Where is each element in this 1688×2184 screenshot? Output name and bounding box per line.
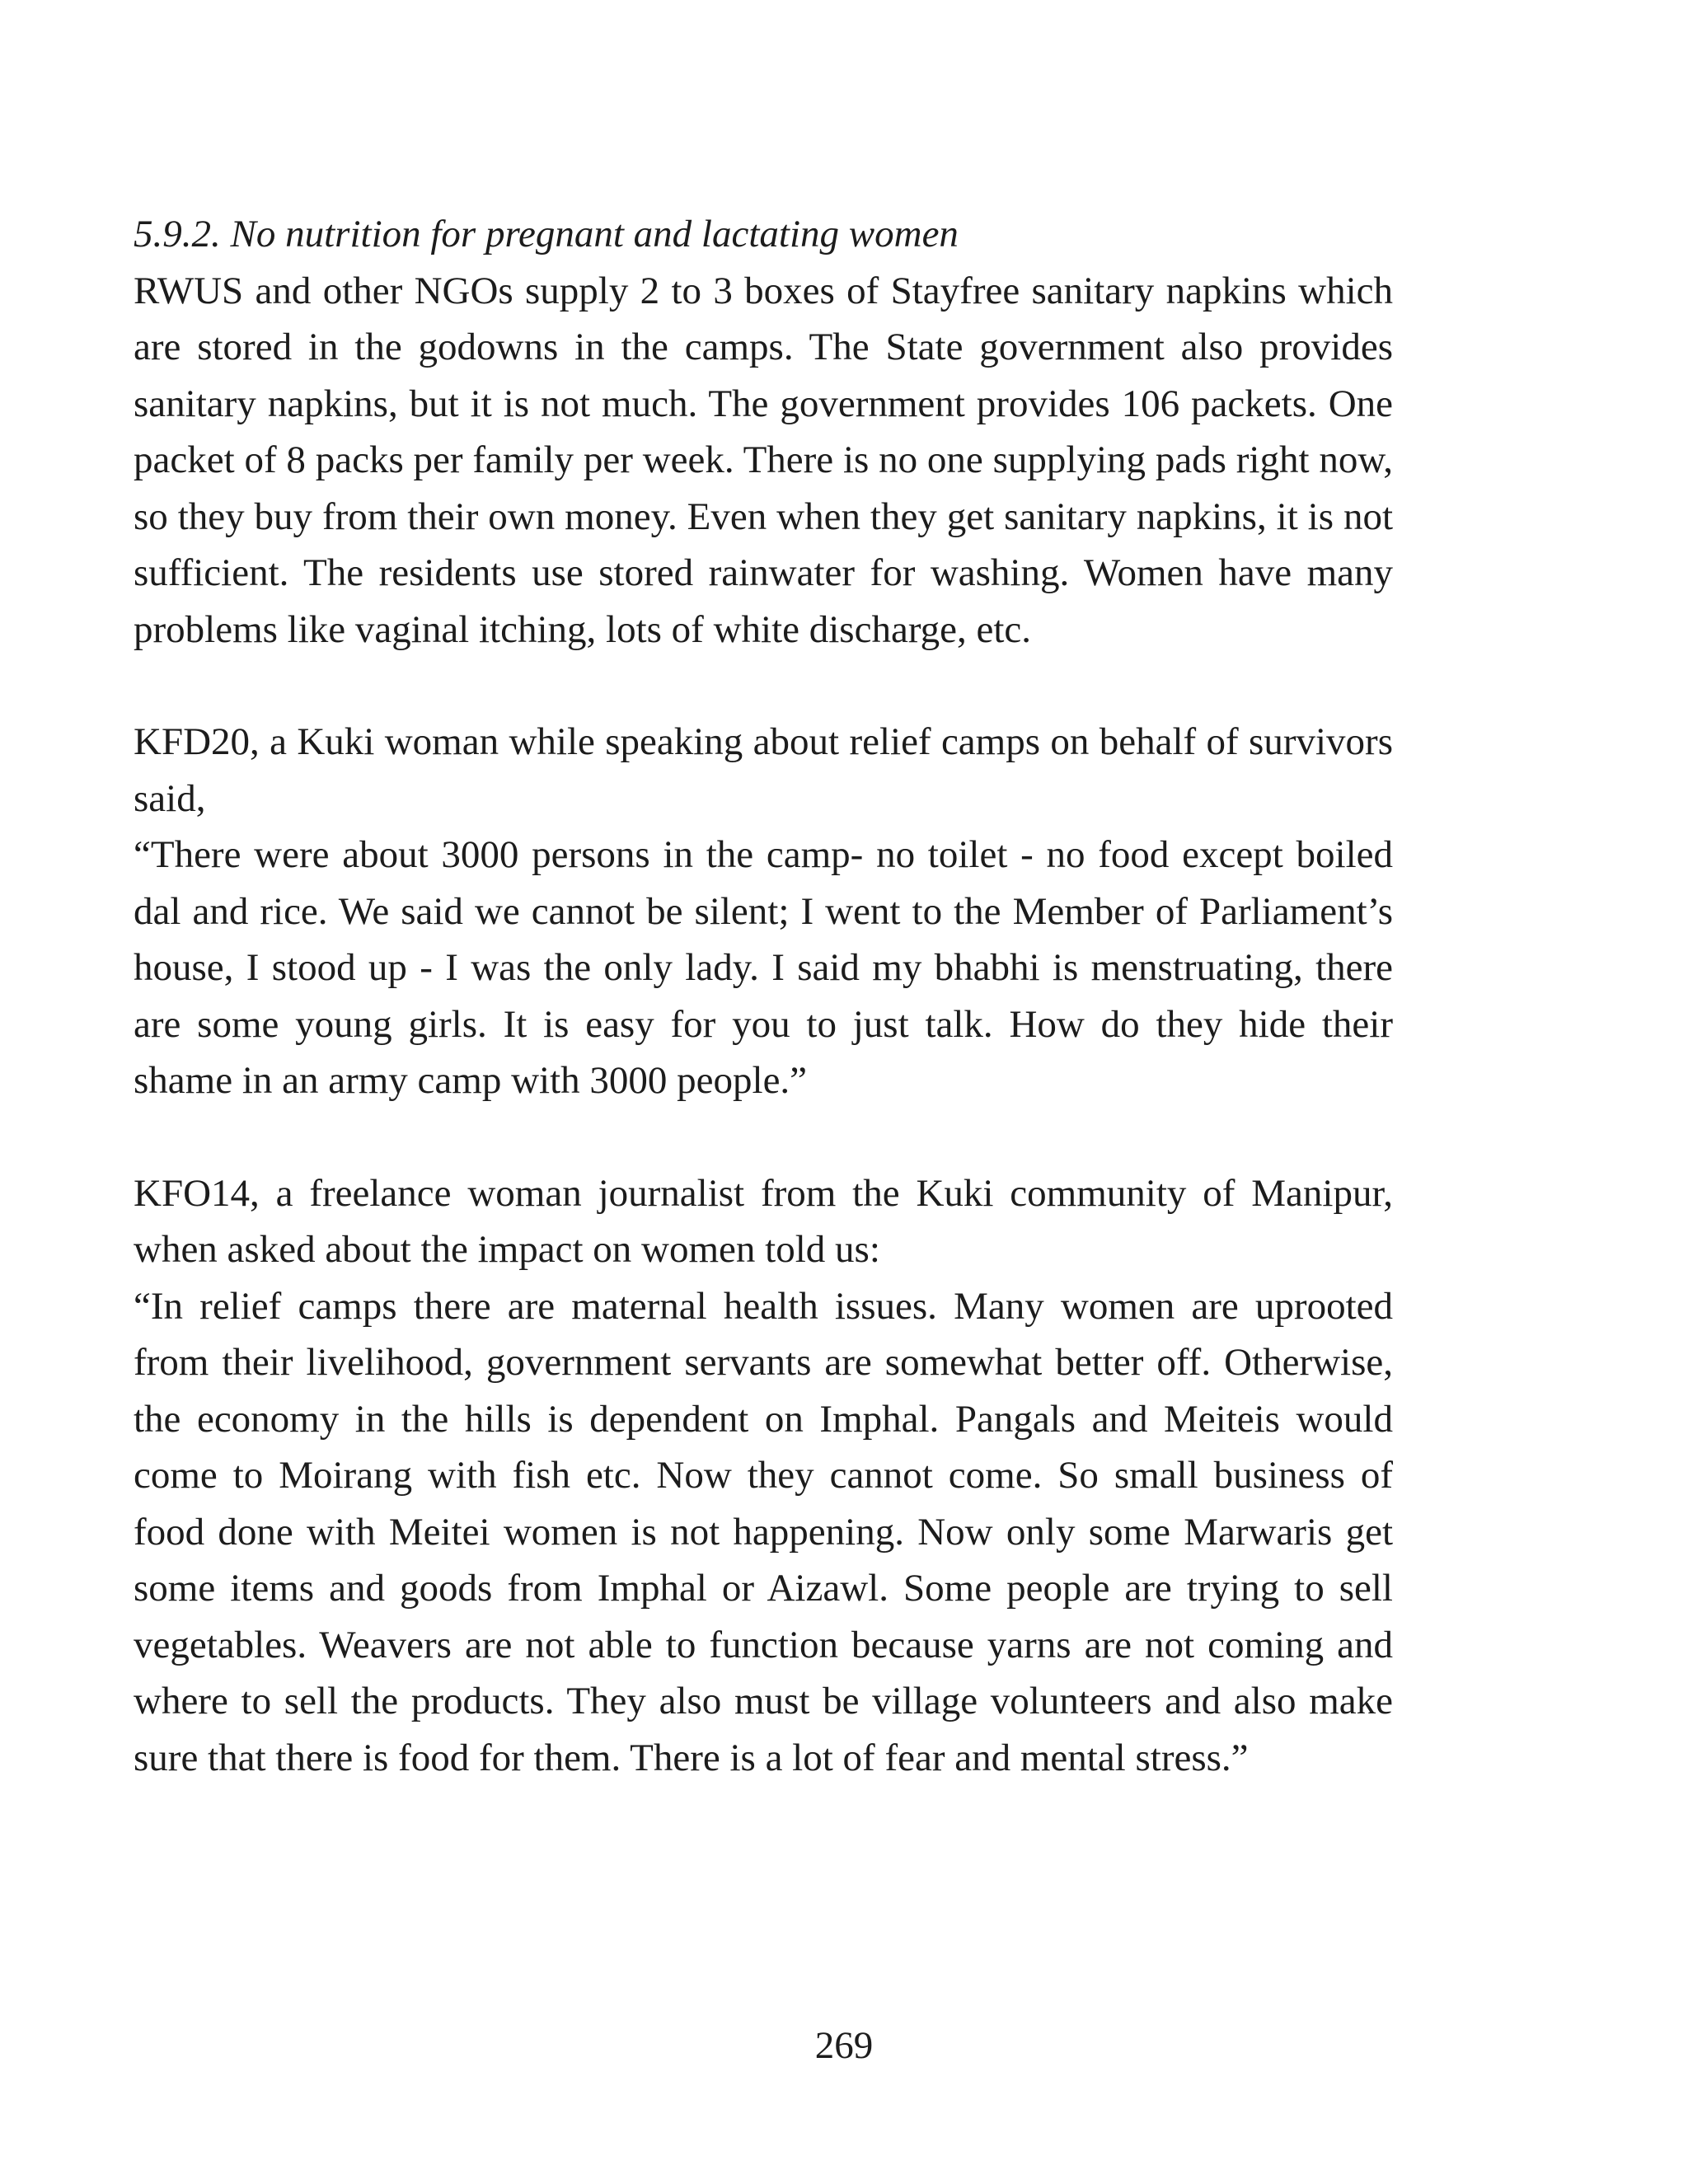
testimony-intro-kfo14: KFO14, a freelance woman journalist from the Kuki community of Manipur, when asked about the impact on women told us:	[134, 1171, 1393, 1271]
testimony-intro-kfd20: KFD20, a Kuki woman while speaking about relief camps on behalf of survivors said,	[134, 720, 1393, 820]
page-body	[134, 206, 1393, 1786]
testimony-quote-kfd20: “There were about 3000 persons in the camp- no toilet - no food except boiled dal and rice. We said we cannot be silent; I went to the Member of Parliament’s house, I stood up - I was the only lady. I said my bhabhi is menstruating, there are some young girls. It is easy for you to just talk. How do they hide their shame in an army camp with 3000 people.”	[134, 833, 1393, 1102]
page-number: 269	[814, 2024, 874, 2067]
testimony-quote-kfo14: “In relief camps there are maternal health issues. Many women are uprooted from their livelihood, government servants are somewhat better off. Otherwise, the economy in the hills is dependent on Imphal. Pangals and Meiteis would come to Moirang with fish etc. Now they cannot come. So small business of food done with Meitei women is not happening. Now only some Marwaris get some items and goods from Imphal or Aizawl. Some people are trying to sell vegetables. Weavers are not able to function because yarns are not coming and where to sell the products. They also must be village volunteers and also make sure that there is food for them. There is a lot of fear and mental stress.”	[134, 1284, 1393, 1779]
section-paragraph: RWUS and other NGOs supply 2 to 3 boxes of Stayfree sanitary napkins which are stored in the godowns in the camps. The State government also provides sanitary napkins, but it is not much. The government provides 106 packets. One packet of 8 packs per family per week. There is no one supplying pads right now, so they buy from their own money. Even when they get sanitary napkins, it is not sufficient. The residents use stored rainwater for washing. Women have many problems like vaginal itching, lots of white discharge, etc.	[134, 269, 1393, 651]
section-heading: 5.9.2. No nutrition for pregnant and lactating women	[134, 213, 959, 255]
